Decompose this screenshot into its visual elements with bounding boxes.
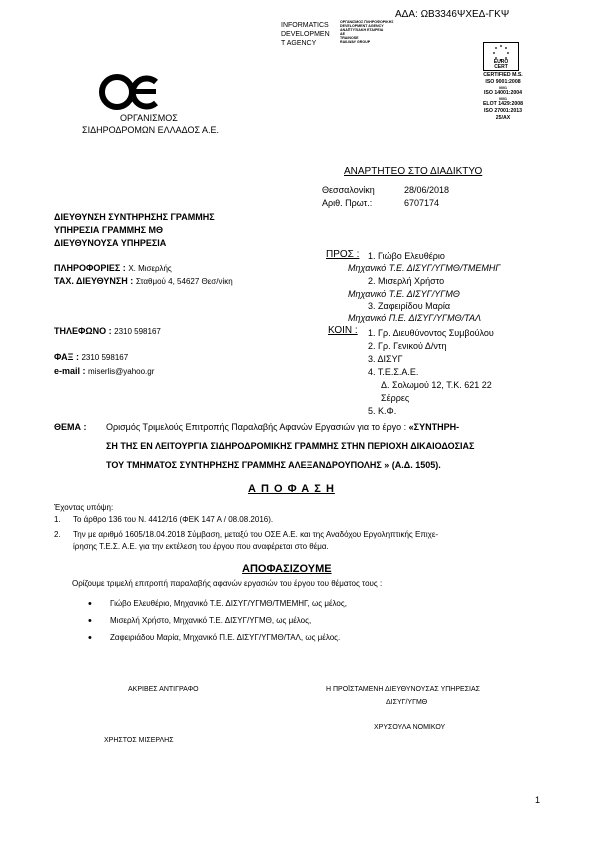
- cc-item: Δ. Σολωμού 12, Τ.Κ. 621 22: [381, 380, 492, 390]
- fax-label: ΦΑΞ :: [54, 352, 79, 362]
- info-row: [54, 263, 172, 273]
- phone-value: 2310 598167: [114, 327, 161, 336]
- email-value[interactable]: miserlis@yahoo.gr: [88, 367, 155, 376]
- ose-logo-e-bar: [134, 89, 156, 94]
- fax-value: 2310 598167: [81, 353, 129, 362]
- decision-title: Α Π Ο Φ Α Σ Η: [248, 483, 335, 495]
- idea-line: DEVELOPMEN: [281, 31, 330, 38]
- department-line: ΔΙΕΥΘΥΝΣΗ ΣΥΝΤΗΡΗΣΗΣ ΓΡΑΜΜΗΣ: [54, 212, 215, 222]
- eurocert-logo: [483, 42, 519, 71]
- cc-list: [368, 327, 494, 418]
- ose-logo-o: [102, 77, 132, 107]
- email-row: [54, 366, 154, 376]
- committee-member: • Ζαφειριάδου Μαρία, Μηχανικό Π.Ε. ΔΙΣΥΓ/ΥΓΜΘ/ΤΑΛ, ως μέλος.: [88, 633, 347, 650]
- subject-line-2: ΣΗ ΤΗΣ ΕΝ ΛΕΙΤΟΥΡΓΙΑ ΣΙΔΗΡΟΔΡΟΜΙΚΗΣ ΓΡΑΜΜΗΣ ΣΤΗΝ ΠΕΡΙΟΧΗ ΔΙΚΑΙΟΔΟΣΙΑΣ: [106, 441, 475, 451]
- subject-line-3: ΤΟΥ ΤΜΗΜΑΤΟΣ ΣΥΝΤΗΡΗΣΗΣ ΓΡΑΜΜΗΣ ΑΛΕΞΑΝΔΡΟΥΠΟΛΗΣ » (Α.Δ. 1505).: [106, 460, 441, 470]
- department-line: ΥΠΗΡΕΣΙΑ ΓΡΑΜΜΗΣ ΜΘ: [54, 225, 164, 235]
- we-decide-intro: Ορίζουμε τριμελή επιτροπή παραλαβής αφανών εργασιών του έργου του θέματος τους :: [72, 579, 383, 588]
- committee-member: • Γιώβο Ελευθέριο, Μηχανικό Τ.Ε. ΔΙΣΥΓ/ΥΓΜΘ/ΤΜΕΜΗΓ, ως μέλος,: [88, 599, 347, 616]
- address-value: Σταθμού 4, 54627 Θεσ/νίκη: [135, 277, 233, 286]
- recipient-2-role: Μηχανικό Τ.Ε. ΔΙΣΥΓ/ΥΓΜΘ: [348, 289, 460, 299]
- ada-code: ΑΔΑ: ΩΒ3346ΨΧΕΔ-ΓΚΨ: [395, 9, 510, 20]
- signer-name: ΧΡΥΣΟΥΛΑ ΝΟΜΙΚΟΥ: [374, 724, 446, 731]
- idea-line: T AGENCY: [281, 40, 317, 47]
- info-value: Χ. Μισερλής: [128, 264, 172, 273]
- subject-line-1: Ορισμός Τριμελούς Επιτροπής Παραλαβής Αφανών Εργασιών για το έργο : «ΣΥΝΤΗΡΗ-: [106, 422, 460, 432]
- cc-item: 2. Γρ. Γενικού Δ/ντη: [368, 341, 447, 351]
- idea-small-print: ΟΡΓΑΝΙΣΜΟΣ ΠΛΗΡΟΦΟΡΙΚΗΣ DEVELOPMENT AGENCY ΑΝΑΠΤΥΞΙΑΚΗ ΕΤΑΙΡΕΙΑ ΑΕ TRAINOSE RAILWAY GROUP: [340, 20, 394, 44]
- eurocert-line2: CERT: [494, 64, 508, 70]
- recipient-3-name: 3. Ζαφειρίδου Μαρία: [368, 301, 451, 311]
- address-row: [54, 276, 233, 286]
- subject-label: ΘΕΜΑ :: [54, 422, 87, 432]
- certified-copy-name: ΧΡΗΣΤΟΣ ΜΙΣΕΡΛΗΣ: [104, 737, 174, 744]
- cc-label: ΚΟΙΝ :: [328, 325, 358, 336]
- protocol-label: Αριθ. Πρωτ.:: [322, 198, 373, 208]
- committee-members: [88, 599, 347, 650]
- page-number: 1: [535, 795, 541, 805]
- eurocert-line1: EURO: [493, 59, 509, 65]
- posted-label: ΑΝΑΡΤΗΤΕΟ ΣΤΟ ΔΙΑΔΙΚΤΥΟ: [344, 166, 483, 177]
- to-label: ΠΡΟΣ :: [326, 249, 360, 260]
- address-label: ΤΑΧ. ΔΙΕΥΘΥΝΣΗ :: [54, 276, 134, 286]
- consideration-2: 2. Την με αριθμό 1605/18.04.2018 Σύμβαση, μεταξύ του ΟΣΕ Α.Ε. και της Αναδόχου Εργοληπτικής Επιχε-: [54, 530, 439, 539]
- email-label: e-mail :: [54, 366, 86, 376]
- ose-logo: [98, 72, 164, 112]
- date: 28/06/2018: [404, 185, 450, 195]
- consideration-1: 1. Το άρθρο 136 του Ν. 4412/16 (ΦΕΚ 147 Α / 08.08.2016).: [54, 515, 274, 524]
- committee-member: • Μισερλή Χρήστο, Μηχανικό Τ.Ε. ΔΙΣΥΓ/ΥΓΜΘ, ως μέλος,: [88, 616, 347, 633]
- info-label: ΠΛΗΡΟΦΟΡΙΕΣ :: [54, 263, 126, 273]
- department-block: [54, 211, 215, 250]
- cc-item: 5. Κ.Φ.: [368, 406, 397, 416]
- phone-row: [54, 326, 161, 336]
- certified-copy-label: ΑΚΡΙΒΕΣ ΑΝΤΙΓΡΑΦΟ: [128, 686, 199, 693]
- having-regard-label: Έχοντας υπόψη:: [54, 503, 114, 512]
- recipient-1-role: Μηχανικό Τ.Ε. ΔΙΣΥΓ/ΥΓΜΘ/ΤΜΕΜΗΓ: [348, 263, 501, 273]
- cc-item: 3. ΔΙΣΥΓ: [368, 354, 403, 364]
- org-line2: ΣΙΔΗΡΟΔΡΟΜΩΝ ΕΛΛΑΔΟΣ Α.Ε.: [82, 125, 220, 135]
- fax-row: [54, 352, 128, 362]
- cc-item: 1. Γρ. Διευθύνοντος Συμβούλου: [368, 328, 494, 338]
- idea-line: INFORMATICS: [281, 22, 329, 29]
- cert-list: CERTIFIED M.S. ISO 9001:2008 0001 ISO 14001:2004 0001 ELOT 1429:2008 ISO 27001:2013 25/AX: [482, 72, 524, 121]
- protocol-number: 6707174: [404, 198, 440, 208]
- recipient-1-name: 1. Γιώβο Ελευθέριο: [368, 251, 445, 261]
- place: Θεσσαλονίκη: [322, 185, 375, 195]
- cc-item: Σέρρες: [381, 393, 410, 403]
- cc-item: 4. Τ.Ε.Σ.Α.Ε.: [368, 367, 419, 377]
- recipient-3-role: Μηχανικό Π.Ε. ΔΙΣΥΓ/ΥΓΜΘ/ΤΑΛ: [348, 313, 482, 323]
- signer-department: ΔΙΣΥΓ/ΥΓΜΘ: [386, 699, 428, 706]
- we-decide-title: ΑΠΟΦΑΣΙΖΟΥΜΕ: [242, 563, 332, 575]
- recipient-2-name: 2. Μισερλή Χρήστο: [368, 276, 445, 286]
- department-line: ΔΙΕΥΘΥΝΟΥΣΑ ΥΠΗΡΕΣΙΑ: [54, 238, 167, 248]
- consideration-2-cont: ίρησης Τ.Ε.Σ. Α.Ε. για την εκτέλεση του έργου που αναφέρεται στο θέμα.: [73, 542, 329, 551]
- phone-label: ΤΗΛΕΦΩΝΟ :: [54, 326, 112, 336]
- org-line1: ΟΡΓΑΝΙΣΜΟΣ: [120, 113, 178, 123]
- signer-title: Η ΠΡΟΪΣΤΑΜΕΝΗ ΔΙΕΥΘΥΝΟΥΣΑΣ ΥΠΗΡΕΣΙΑΣ: [326, 686, 480, 693]
- idea-block: [281, 21, 330, 48]
